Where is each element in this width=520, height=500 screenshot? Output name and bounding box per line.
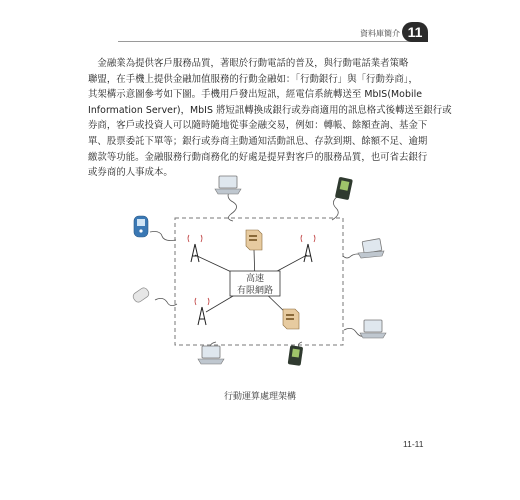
hub-label-line1: 高速	[245, 274, 265, 284]
pda-phone-icon	[335, 177, 353, 200]
body-line: 或券商的人事成本。	[88, 167, 173, 179]
section-title: 資料庫簡介	[360, 29, 400, 38]
chapter-number-tab: 11	[402, 22, 428, 42]
body-line: 券商，客戶或投資人可以隨時隨地從事金融交易，例如：轉帳、餘額查詢、基金下	[88, 120, 428, 132]
antenna-tower-icon	[301, 235, 315, 262]
laptop-icon	[215, 176, 241, 194]
body-line: Information Server)，MbIS 將短訊轉換成銀行或券商適用的訊息格式後轉送至銀行或	[88, 104, 452, 116]
body-line: 繳款等功能。金融服務行動商務化的好處是提昇對客戶的服務品質，也可省去銀行	[88, 151, 428, 163]
body-line: 其架構示意圖參考如下圖。手機用戶發出短訊，經電信系統轉送至 MbIS(Mobile	[88, 89, 423, 101]
handset-icon	[132, 286, 151, 303]
server-icon	[283, 309, 299, 329]
handset-icon	[134, 216, 148, 237]
laptop-icon	[358, 239, 384, 258]
antenna-tower-icon	[188, 235, 202, 262]
hub-label-line2: 有限網路	[236, 286, 274, 296]
laptop-icon	[198, 346, 224, 364]
body-line: 單、股票委託下單等；銀行或券商主動通知活動訊息、存款到期、餘額不足、逾期	[88, 135, 428, 147]
page-number: 11-11	[403, 439, 424, 449]
figure-caption: 行動運算處理架構	[223, 392, 296, 402]
body-line: 聯盟，在手機上提供金融加值服務的行動金融如：「行動銀行」與「行動券商」，	[88, 73, 418, 85]
pda-phone-icon	[288, 345, 304, 366]
server-icon	[246, 230, 262, 250]
laptop-icon	[360, 320, 386, 338]
body-line: 金融業為提供客戶服務品質，著眼於行動電話的普及，與行動電話業者策略	[88, 58, 409, 69]
